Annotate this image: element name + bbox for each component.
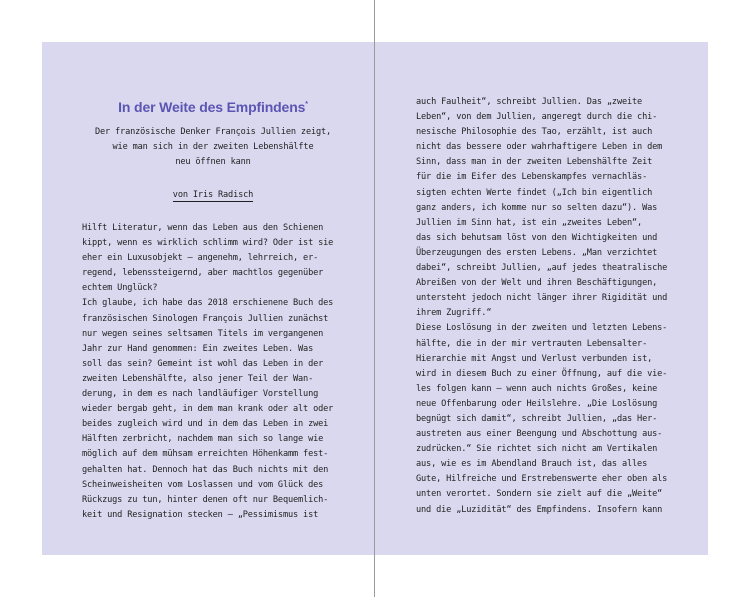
left-body-text	[82, 221, 344, 523]
text-line: auch Faulheit“, schreibt Jullien. Das „zweite	[416, 97, 643, 107]
author-name: von Iris Radisch	[172, 190, 254, 200]
text-line: kippt, wenn es wirklich schlimm wird? Oder ist sie	[82, 238, 334, 249]
right-page	[416, 95, 678, 518]
text-line: ganz anders, ich komme nur so selten dazu“). Was	[416, 202, 658, 213]
text-line: Leben“, von dem Jullien, angeregt durch die chi-	[416, 112, 658, 123]
text-line: soll das sein? Gemeint ist wohl das Leben in der	[82, 358, 324, 369]
text-line: echtem Unglück?	[82, 283, 158, 294]
text-line: keit und Resignation stecken – „Pessimismus ist	[82, 509, 319, 520]
subtitle-line: wie man sich in der zweiten Lebenshälfte	[112, 142, 314, 152]
text-line: hälfte, die in der mir vertrauten Lebensalter-	[416, 338, 648, 349]
text-line: Hälften zerbricht, nachdem man sich so lange wie	[82, 434, 324, 445]
text-line: les folgen kann – wenn auch nichts Großes, keine	[416, 383, 658, 394]
subtitle-line: neu öffnen kann	[175, 157, 251, 167]
text-line: möglich auf dem mühsam erreichten Höhenkamm fest-	[82, 449, 329, 460]
text-line: Ich glaube, ich habe das 2018 erschienene Buch des	[82, 298, 334, 309]
text-line: zudrücken.“ Sie richtet sich nicht am Vertikalen	[416, 444, 658, 455]
text-line: Gute, Hilfreiche und Erstrebenswerte eher oben als	[416, 474, 668, 485]
text-line: zweiten Lebenshälfte, also jener Teil der Wan-	[82, 373, 314, 384]
text-line: dabei“, schreibt Jullien, „auf jedes theatralische	[416, 263, 668, 274]
left-page	[82, 95, 344, 523]
text-line: Sinn, dass man in der zweiten Lebenshälfte Zeit	[416, 157, 653, 168]
text-line: Jullien im Sinn hat, ist ein „zweites Leben“,	[416, 217, 643, 228]
text-line: untersteht jedoch nicht länger ihrer Rigidität und	[416, 293, 668, 304]
text-line: ihrem Zugriff.“	[416, 308, 492, 319]
text-line: gehalten hat. Dennoch hat das Buch nichts mit den	[82, 464, 329, 475]
text-line: nur wegen seines seltsamen Titels im vergangenen	[82, 328, 324, 339]
text-line: eher ein Luxusobjekt – angenehm, lehrreich, er-	[82, 253, 319, 264]
text-line: begnügt sich damit“, schreibt Jullien, „das Her-	[416, 413, 658, 424]
title-footnote-mark: *	[305, 101, 308, 108]
text-line: beides zugleich wird und in dem das Leben in zwei	[82, 419, 329, 430]
article-subtitle	[82, 125, 344, 170]
text-line: nesische Philosophie des Tao, erzählt, ist auch	[416, 127, 653, 138]
right-body-text	[416, 95, 678, 518]
text-line: wird in diesem Buch zu einer Öffnung, auf die vie-	[416, 368, 668, 379]
subtitle-line: Der französische Denker François Jullien zeigt,	[94, 127, 332, 137]
text-line: unten verortet. Sondern sie zielt auf die „Weite“	[416, 489, 663, 500]
text-line: sigten echten Werte findet („Ich bin eigentlich	[416, 187, 653, 198]
book-gutter	[374, 0, 375, 597]
text-line: für die im Eifer des Lebenskampfes vernachläs-	[416, 172, 648, 183]
text-line: französischen Sinologen François Jullien zunächst	[82, 313, 329, 324]
text-line: aus, wie es im Abendland Brauch ist, das alles	[416, 459, 648, 470]
text-line: Rückzugs zu tun, hinter denen oft nur Bequemlich-	[82, 494, 329, 505]
text-line: Jahr zur Hand genommen: Ein zweites Leben. Was	[82, 343, 314, 354]
text-line: austreten aus einer Beengung und Abschottung aus-	[416, 429, 663, 440]
text-line: Hilft Literatur, wenn das Leben aus den Schienen	[82, 223, 324, 233]
text-line: derung, in dem es nach landläufiger Vorstellung	[82, 389, 319, 400]
article-title: In der Weite des Empfindens*	[118, 99, 308, 115]
text-line: nicht das bessere oder wahrhaftigere Leben in dem	[416, 142, 663, 153]
text-line: Scheinweisheiten vom Loslassen und vom Glück des	[82, 479, 324, 490]
text-line: Abreißen von der Welt und ihren Beschäftigungen,	[416, 278, 658, 289]
text-line: regend, lebenssteigernd, aber machtlos gegenüber	[82, 268, 324, 279]
text-line: Hierarchie mit Angst und Verlust verbunden ist,	[416, 353, 653, 364]
text-line: wieder bergab geht, in dem man krank oder alt oder	[82, 404, 334, 415]
text-line: Überzeugungen des ersten Lebens. „Man verzichtet	[416, 247, 658, 258]
text-line: und die „Luzidität“ des Empfindens. Insofern kann	[416, 504, 663, 515]
text-line: Diese Loslösung in der zweiten und letzten Lebens-	[416, 323, 668, 334]
text-line: neue Offenbarung oder Heilslehre. „Die Loslösung	[416, 398, 658, 409]
byline	[82, 188, 344, 203]
text-line: das sich behutsam löst von den Wichtigkeiten und	[416, 232, 658, 243]
